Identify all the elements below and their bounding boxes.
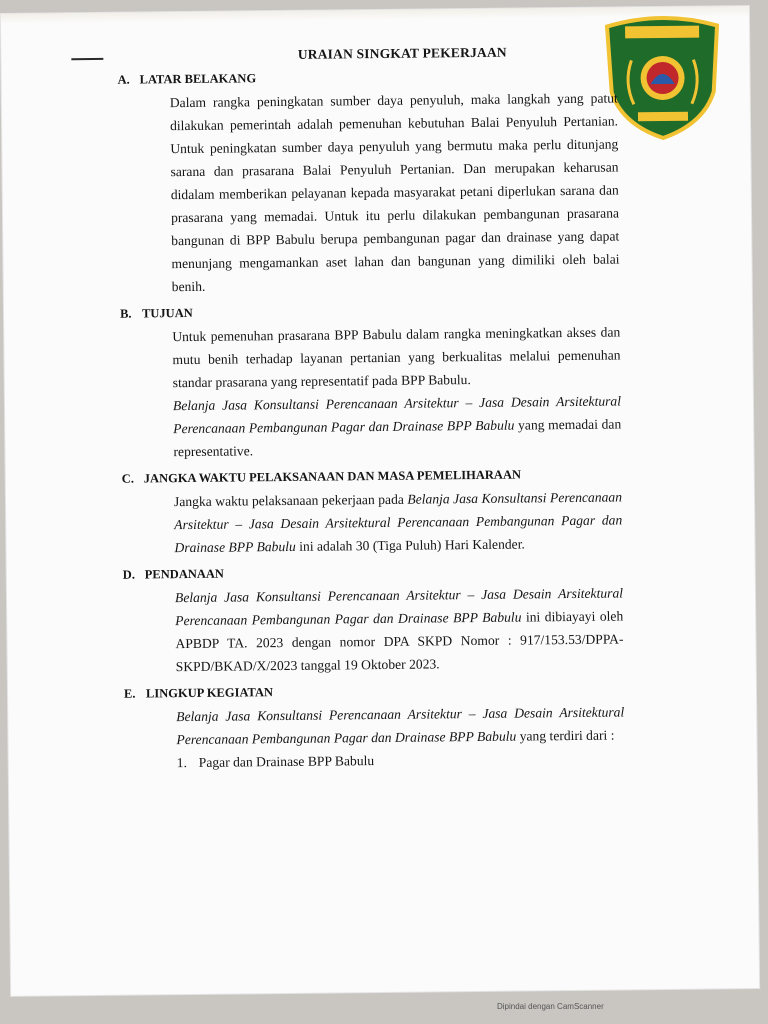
italic-project-name: Belanja Jasa Konsultansi Perencanaan Arsitektur – Jasa Desain Arsitektural Perencanaan Pembangunan Pagar dan Drainase BPP Babulu (174, 489, 623, 556)
section-jangka-waktu (122, 466, 623, 559)
section-heading (118, 67, 618, 87)
section-letter: C. (121, 471, 134, 486)
italic-project-name: Belanja Jasa Konsultansi Perencanaan Arsitektur – Jasa Desain Arsitektural Perencanaan Pembangunan Pagar dan Drainase BPP Babulu (172, 393, 622, 437)
paragraph-tail: ini dibiayayi oleh APBDP TA. 2023 dengan nomor DPA SKPD Nomor : 917/153.53/DPPA-SKPD/BKAD/X/2023 tanggal 19 Oktober 2023. (175, 608, 624, 675)
section-heading-text: PENDANAAN (144, 566, 224, 582)
section-heading-text: LINGKUP KEGIATAN (145, 685, 274, 701)
document-body (117, 43, 625, 782)
document-title: URAIAN SINGKAT PEKERJAAN (297, 44, 507, 62)
section-heading (123, 562, 623, 582)
section-paragraph (175, 581, 624, 678)
section-heading-text: JANGKA WAKTU PELAKSANAAN DAN MASA PEMELIHARAAN (143, 467, 522, 486)
paragraph-lead: Jangka waktu pelaksanaan pekerjaan pada (173, 491, 408, 510)
section-heading (120, 301, 620, 321)
scanned-page (1, 6, 759, 996)
paragraph-tail: yang memadai dan representative. (173, 416, 622, 460)
section-paragraph (176, 700, 624, 751)
section-heading (122, 466, 622, 486)
italic-project-name: Belanja Jasa Konsultansi Perencanaan Arsitektur – Jasa Desain Arsitektural Perencanaan Pembangunan Pagar dan Drainase BPP Babulu (174, 585, 624, 629)
margin-mark (71, 58, 103, 60)
section-letter: A. (117, 72, 130, 87)
section-letter: D. (122, 567, 135, 582)
paragraph-tail: ini adalah 30 (Tiga Puluh) Hari Kalender. (295, 536, 525, 554)
list-item-text: Pagar dan Drainase BPP Babulu (198, 753, 375, 770)
section-tujuan (120, 301, 622, 463)
section-paragraph-italic (173, 389, 622, 463)
section-letter: E. (123, 686, 136, 701)
italic-project-name: Belanja Jasa Konsultansi Perencanaan Arsitektur – Jasa Desain Arsitektural Perencanaan Pembangunan Pagar dan Drainase BPP Babulu (176, 704, 625, 748)
list-item-number: 1. (176, 755, 188, 771)
section-paragraph: Dalam rangka peningkatan sumber daya penyuluh, maka langkah yang patut dilakukan pemerintah adalah pemenuhan kebutuhan Balai Penyuluh Pertanian. Untuk peningkatan sumber daya penyuluh yang bermutu maka perlu ditunjang sarana dan prasarana Balai Penyuluh Pertanian. Dan merupakan keharusan didalam memberikan pelayanan kepada masyarakat petani diperlukan sarana dan prasarana yang memadai. Untuk itu perlu dilakukan pembangunan prasarana bangunan di BPP Babulu berupa pembangunan pagar dan drainase yang dapat menunjang mengamankan aset lahan dan bangunan yang dimiliki oleh balai benih. (169, 90, 620, 295)
section-paragraph: Untuk pemenuhan prasarana BPP Babulu dalam rangka meningkatkan akses dan mutu benih terhadap layanan pertanian yang berkualitas melalui pemenuhan standar prasarana yang representatif pada BPP Babulu. (172, 324, 621, 391)
section-pendanaan (123, 562, 624, 678)
section-heading-text: LATAR BELAKANG (139, 71, 257, 87)
paragraph-tail: yang terdiri dari : (516, 727, 615, 744)
section-heading (124, 681, 624, 701)
section-heading-text: TUJUAN (141, 305, 193, 321)
section-letter: B. (119, 306, 132, 321)
scanner-footer: Dipindai dengan CamScanner (497, 1002, 604, 1011)
section-lingkup-kegiatan (124, 681, 625, 774)
list-item (177, 746, 625, 774)
section-latar-belakang (118, 67, 620, 298)
regional-emblem-icon (603, 11, 722, 140)
section-paragraph (174, 485, 623, 559)
